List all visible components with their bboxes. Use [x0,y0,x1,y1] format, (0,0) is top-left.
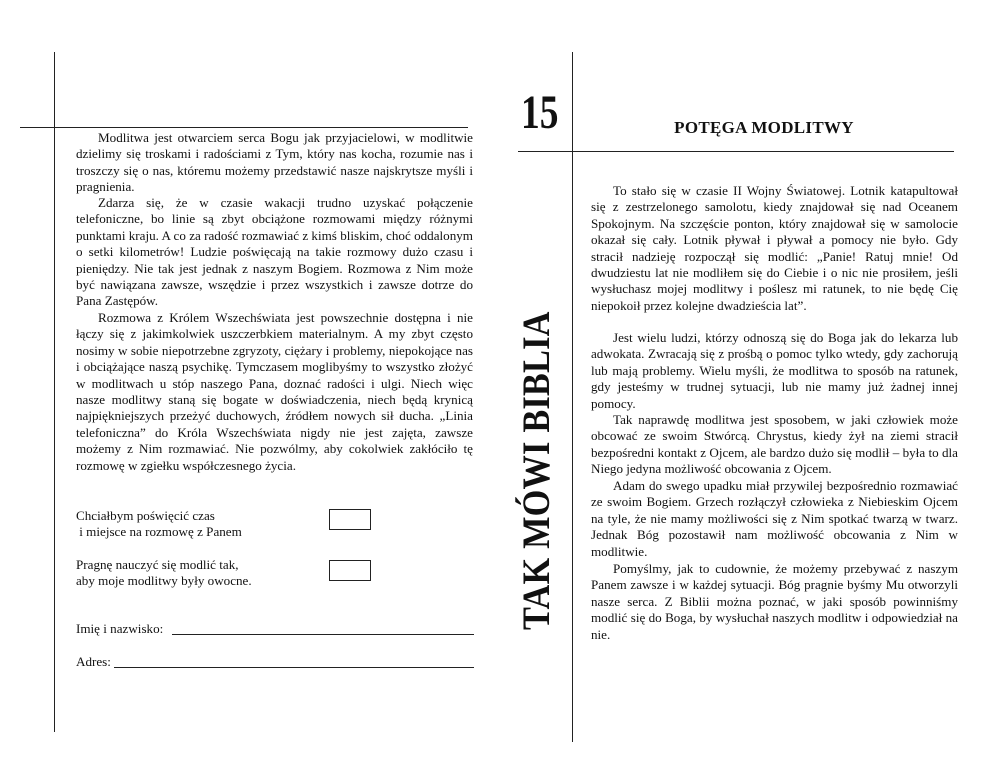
right-paragraph-2: Jest wielu ludzi, którzy odnoszą się do Boga jak do lekarza lub adwokata. Zwracają się z prośbą o pomoc tylko wtedy, gdy zachorują lub mają problemy. Wielu myśli, że modlitwa to sposób na ratunek, gdy jesteśmy w trudnej sytuacji, lub nie mamy już żadnej innej pomocy. [591,330,958,411]
chapter-title: POTĘGA MODLITWY [674,118,854,137]
right-top-rule [518,151,954,152]
center-fold-line [572,52,573,742]
name-field[interactable] [172,634,474,635]
right-paragraph-4: Adam do swego upadku miał przywilej bezpośrednio rozmawiać ze swoim Bogiem. Grzech rozłączył człowieka z Niebieskim Ojcem na tyle, że nie mamy możliwości się z Nim spotkać twarzą w twarz. Jednak Bóg pozostawił nam możliwość obcowania z Nim w modlitwie. [591,478,958,559]
right-paragraph-3: Tak naprawdę modlitwa jest sposobem, w jaki człowiek może obcować ze swoim Stwórcą. Chrystus, kiedy żył na ziemi stracił bezpośredni kontakt z Ojcem, ale bardzo dużo się modlił – była to dla Niego jedyna możliwość obcowania z Ojcem. [591,412,958,477]
left-paragraph-2: Zdarza się, że w czasie wakacji trudno uzyskać połączenie telefoniczne, bo linie są zbyt obciążone rozmowami między różnymi punktami kraju. A co za radość rozmawiać z kimś bliskim, choć oddalonym o setki kilometrów! Ludzie poświęcają na takie rozmowy dużo czasu i pieniędzy. Nie tak jest jednak z naszym Bogiem. Rozmowa z Nim może być nawiązana zawsze, wszędzie i przez wszystkich i zawsze dotrze do Pana Zastępów. [76,195,473,309]
left-paragraph-3: Rozmowa z Królem Wszechświata jest powszechnie dostępna i nie łączy się z jakimkolwiek uszczerbkiem materialnym. A my zbyt często nosimy w sobie niepotrzebne zgryzoty, ciężary i problemy, niepokojące nas i obciążające naszą psychikę. Tymczasem moglibyśmy to wszystko złożyć w modlitwach u stóp naszego Pana, doznać radości i ulgi. Niech więc nasze modlitwy staną się bogate w doświadczenia, niech będą krynicą najpiękniejszych przeżyć duchowych, źródłem nowych sił ducha. „Linia telefoniczna” do Króla Wszechświata nigdy nie jest zajęta, zawsze możemy z Nim rozmawiać. Nie pozwólmy, aby cokolwiek zakłóciło tę rozmowę w zgiełku współczesnego życia. [76,310,473,473]
address-field[interactable] [114,667,474,668]
left-paragraph-1: Modlitwa jest otwarciem serca Bogu jak przyjacielowi, w modlitwie dzielimy się troskami i radościami z Tym, który nas kocha, rozumie nas i troszczy się o nas, któremu możemy przedstawić nasze najskrytsze myśli i pragnienia. [76,130,473,195]
option-time-checkbox[interactable] [329,509,371,530]
right-paragraph-5: Pomyślmy, jak to cudownie, że możemy przebywać z naszym Panem zawsze i w każdej sytuacji. Bóg pragnie byśmy Mu otworzyli nasze serca. Z Biblii można poznać, w jaki sposób powinniśmy modlić się do Boga, by wysłuchał naszych modlitw i odpowiedział na nie. [591,561,958,642]
series-title-vertical [514,268,559,630]
left-crop-line-vertical [54,52,55,732]
left-top-rule [20,127,468,128]
page-number: 15 [521,86,559,139]
name-field-label: Imię i nazwisko: [76,621,164,636]
option-learn-label: Pragnę nauczyć się modlić tak, aby moje modlitwy były owocne. [76,557,252,588]
option-time-label: Chciałbym poświęcić czas i miejsce na rozmowę z Panem [76,508,242,539]
series-title-text: TAK MÓWI BIBLIA [515,311,558,630]
option-learn-checkbox[interactable] [329,560,371,581]
address-field-label: Adres: [76,654,111,669]
right-paragraph-1: To stało się w czasie II Wojny Światowej. Lotnik katapultował się z zestrzelonego samolotu, kiedy znajdował się nad Oceanem Spokojnym. Na szczęście ponton, który znajdował się w samolocie okazał się cały. Lotnik pływał i pływał a pomocy nie było. Gdy stracił nadzieję rozpoczął się modlić: „Panie! Ratuj mnie! Od dwudziestu lat nie modliłem się do Ciebie i o nic nie prosiłem, jeśli wysłuchasz mojej modlitwy i poślesz mi ratunek, to nie będę Cię niepokoił przez kolejne dwadzieścia lat”. [591,183,958,313]
